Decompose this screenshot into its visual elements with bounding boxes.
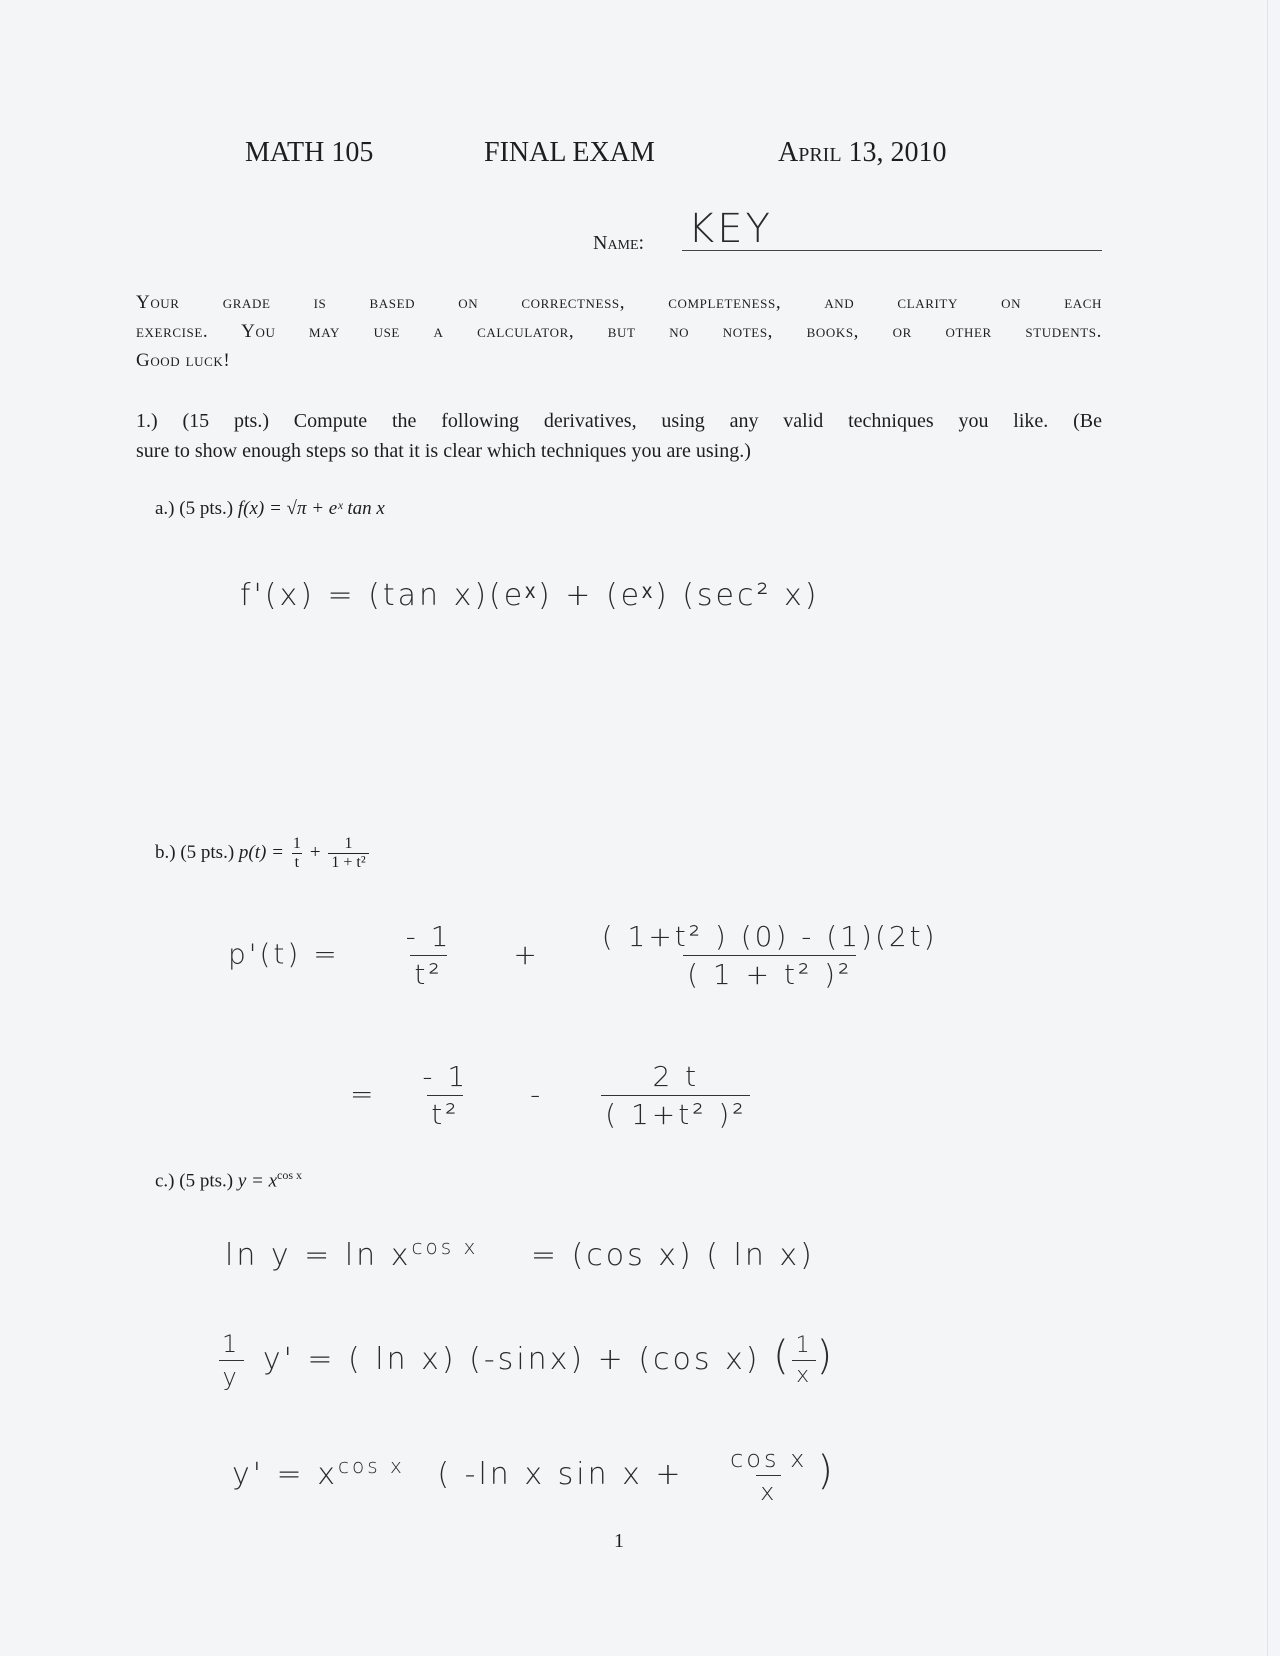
- part-b-label: b.) (5 pts.): [155, 841, 235, 863]
- part-c-formula: y = x: [237, 1170, 278, 1192]
- part-c-answer-line-3: [232, 1445, 836, 1506]
- instructions-line: Good luck!: [136, 350, 231, 371]
- exam-title: FINAL EXAM: [484, 137, 655, 168]
- fraction: [328, 835, 368, 872]
- denominator: x: [756, 1475, 781, 1506]
- exponent: cos x: [277, 1168, 303, 1182]
- lhs: y' = x: [232, 1457, 338, 1492]
- name-label: Name:: [593, 232, 645, 254]
- numerator: - 1: [422, 1060, 469, 1093]
- part-a-label: a.) (5 pts.): [155, 498, 234, 519]
- operator: +: [513, 937, 540, 971]
- numerator: 2 t: [652, 1060, 700, 1093]
- part-b-answer-line-1: [228, 920, 948, 991]
- rhs: = (cos x) ( ln x): [530, 1238, 815, 1273]
- part-b-lhs: p(t) =: [238, 841, 284, 863]
- lhs: ln y = ln x: [225, 1238, 412, 1273]
- name-value: KEY: [688, 206, 773, 252]
- fraction: [292, 835, 302, 872]
- paren: (: [773, 1333, 792, 1379]
- part-a-prompt: [155, 498, 385, 520]
- question-1-text: sure to show enough steps so that it is clear which techniques you are using.): [136, 440, 751, 462]
- expression: ( -ln x sin x +: [437, 1457, 684, 1492]
- operator: -: [530, 1077, 544, 1111]
- plus: +: [309, 841, 321, 863]
- page-number: 1: [614, 1530, 624, 1552]
- exponent: cos x: [411, 1235, 479, 1259]
- instructions-line: exercise. You may use a calculator, but no notes, books, or other students.: [136, 321, 1102, 342]
- numerator: cos x: [730, 1445, 808, 1473]
- paren: ): [817, 1448, 836, 1494]
- denominator: y: [219, 1360, 244, 1391]
- numerator: - 1: [405, 920, 452, 953]
- part-c-answer-line-1: [225, 1235, 815, 1273]
- question-1-text: 1.) (15 pts.) Compute the following derivatives, using any valid techniques you like. (Be: [136, 410, 1102, 432]
- part-a-formula: f(x) = √π + eˣ tan x: [237, 498, 385, 519]
- part-c-prompt: [155, 1168, 302, 1192]
- denominator: ( 1 + t² )²: [683, 955, 856, 991]
- course-title: MATH 105: [245, 137, 374, 168]
- denominator: t²: [427, 1095, 463, 1131]
- part-c-answer-line-2: [212, 1330, 835, 1391]
- numerator: ( 1+t² ) (0) - (1)(2t): [601, 920, 938, 953]
- numerator: 1: [222, 1330, 241, 1358]
- paren: ): [816, 1333, 836, 1379]
- denominator: 1 + t²: [328, 853, 368, 872]
- equals: =: [350, 1077, 377, 1111]
- exponent: cos x: [337, 1454, 405, 1478]
- part-c-label: c.) (5 pts.): [155, 1170, 234, 1192]
- denominator: t: [292, 853, 302, 872]
- exam-date: April 13, 2010: [778, 137, 947, 168]
- denominator: ( 1+t² )²: [601, 1095, 750, 1131]
- fraction: [418, 1060, 472, 1131]
- denominator: t²: [410, 955, 446, 991]
- fraction: [726, 1445, 811, 1506]
- fraction: [792, 1333, 817, 1388]
- instructions-line: Your grade is based on correctness, completeness, and clarity on each: [136, 292, 1102, 313]
- denominator: x: [792, 1360, 816, 1388]
- expression: y' = ( ln x) (-sinx) + (cos x): [262, 1342, 761, 1377]
- part-b-answer-line-2: [350, 1060, 756, 1131]
- numerator: 1: [292, 835, 301, 852]
- scan-edge: [1267, 0, 1268, 1656]
- fraction: [598, 920, 942, 991]
- lhs: p'(t) =: [228, 937, 340, 971]
- numerator: 1: [344, 835, 353, 852]
- fraction: [601, 1060, 750, 1131]
- part-b-prompt: [155, 835, 372, 872]
- part-a-answer: f'(x) = (tan x)(eˣ) + (eˣ) (sec² x): [240, 578, 820, 613]
- fraction: [402, 920, 456, 991]
- fraction: [218, 1330, 244, 1391]
- numerator: 1: [795, 1333, 813, 1358]
